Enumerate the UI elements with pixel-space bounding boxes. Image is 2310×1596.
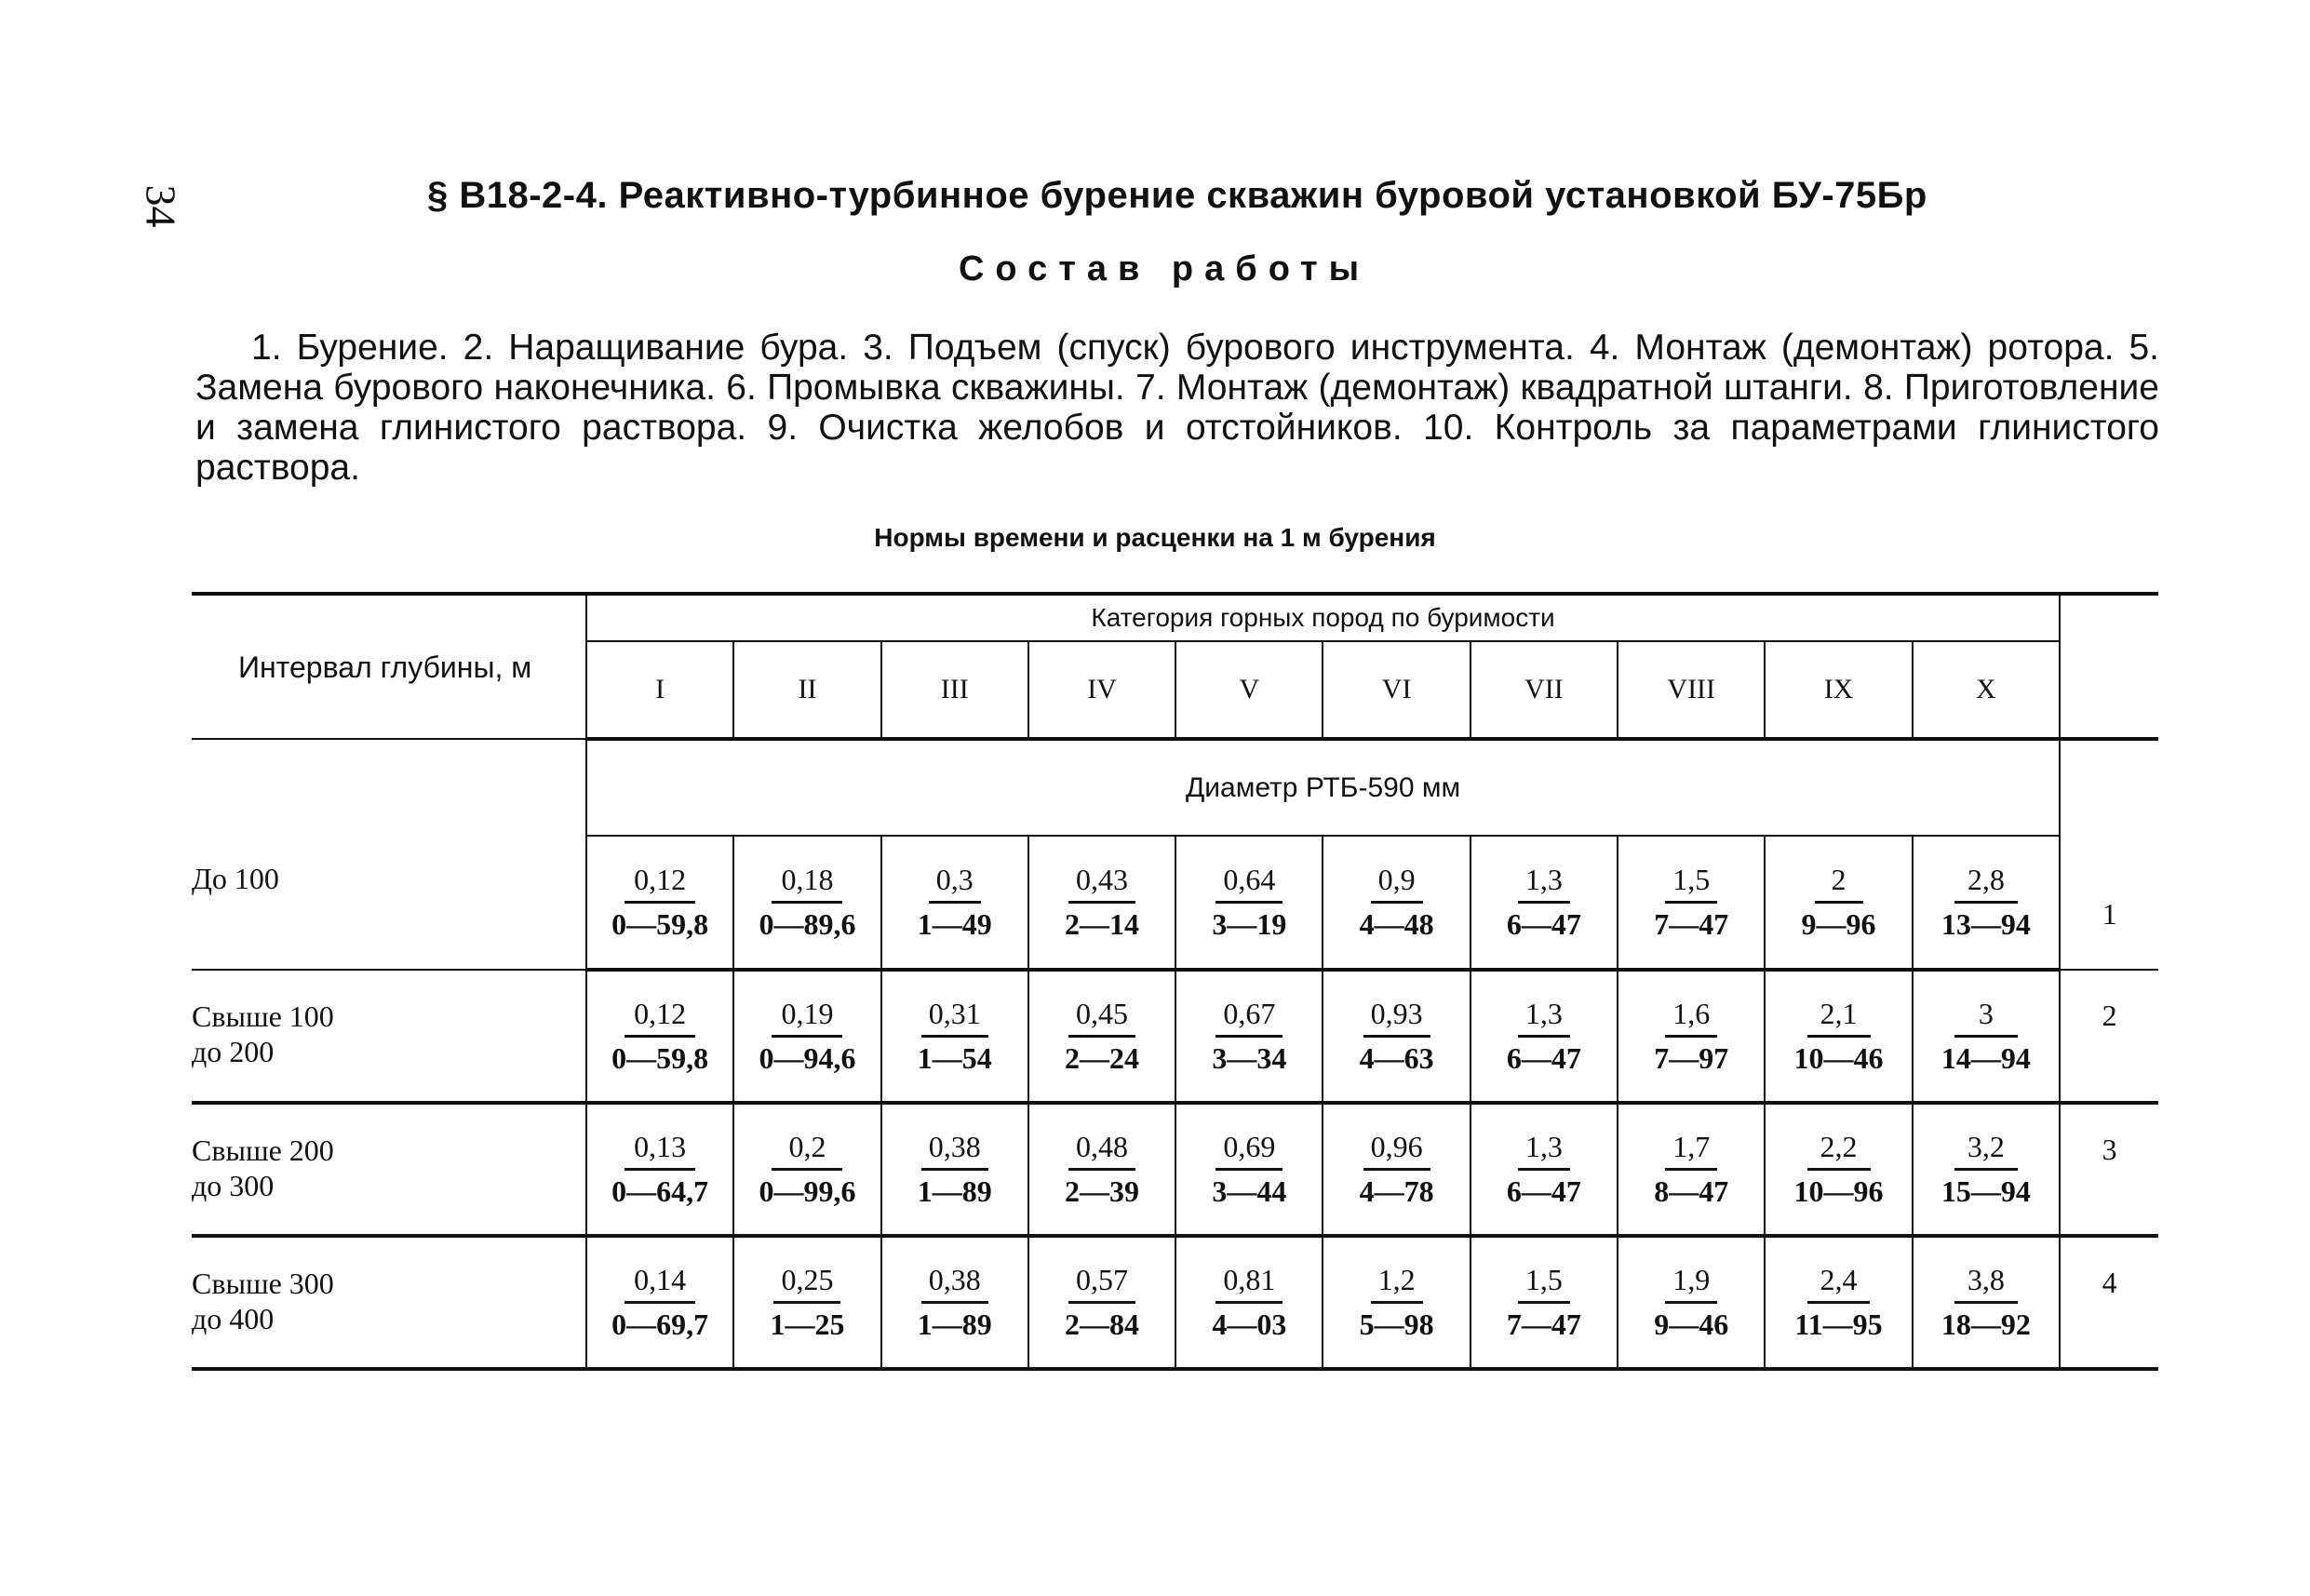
rate-cell <box>1618 1236 1765 1369</box>
depth-line: Свыше 200 <box>192 1133 334 1167</box>
time-norm: 2,8 <box>1954 863 2018 904</box>
row-index: 2 <box>2060 970 2158 1103</box>
rate-cell <box>1323 1236 1470 1369</box>
price-rate: 6—47 <box>1506 1174 1581 1208</box>
table-row <box>192 1103 2158 1236</box>
rate-cell <box>733 970 880 1103</box>
time-norm: 0,96 <box>1363 1130 1430 1171</box>
rate-cell <box>733 836 880 970</box>
time-norm: 0,12 <box>625 997 695 1038</box>
fraction <box>1652 1130 1730 1209</box>
price-rate: 4—63 <box>1359 1041 1434 1075</box>
fraction <box>1505 863 1583 942</box>
fraction <box>611 1130 708 1209</box>
time-norm: 1,7 <box>1665 1130 1717 1171</box>
category-6: VI <box>1323 641 1470 739</box>
rate-cell <box>1028 1103 1175 1236</box>
fraction <box>611 863 708 942</box>
fraction <box>759 863 855 942</box>
rate-cell <box>586 1103 733 1236</box>
price-rate: 2—14 <box>1065 907 1140 941</box>
price-rate: 18—92 <box>1941 1308 2031 1341</box>
price-rate: 9—96 <box>1801 907 1876 941</box>
time-norm: 0,67 <box>1215 997 1283 1038</box>
category-10: X <box>1913 641 2060 739</box>
price-rate: 7—97 <box>1654 1041 1729 1075</box>
time-norm: 0,45 <box>1068 997 1135 1038</box>
depth-line: до 400 <box>192 1302 275 1335</box>
price-rate: 1—54 <box>917 1041 992 1075</box>
rate-cell <box>1913 1236 2060 1369</box>
fraction <box>916 863 994 942</box>
table-caption: Нормы времени и расценки на 1 м бурения <box>874 523 1436 552</box>
rate-cell <box>586 836 733 970</box>
depth-line: до 200 <box>192 1035 275 1068</box>
time-norm: 0,25 <box>773 1263 840 1304</box>
category-1: I <box>586 641 733 739</box>
fraction <box>1505 1263 1583 1342</box>
time-norm: 0,48 <box>1068 1130 1135 1171</box>
fraction <box>1350 997 1444 1076</box>
rate-cell <box>1618 970 1765 1103</box>
price-rate: 1—89 <box>917 1308 992 1341</box>
norms-table <box>192 592 2158 1371</box>
depth-cell <box>192 1103 586 1236</box>
time-norm: 0,38 <box>921 1130 988 1171</box>
price-rate: 0—89,6 <box>759 907 856 941</box>
table-row <box>192 970 2158 1103</box>
page-number: 34 <box>137 184 185 228</box>
fraction <box>1055 863 1148 942</box>
rate-cell <box>1765 836 1912 970</box>
fraction <box>1358 863 1436 942</box>
time-norm: 0,43 <box>1068 863 1135 904</box>
time-norm: 1,3 <box>1518 863 1570 904</box>
price-rate: 2—39 <box>1065 1174 1140 1208</box>
fraction <box>1941 1130 2031 1209</box>
fraction <box>759 1130 855 1209</box>
time-norm: 0,69 <box>1215 1130 1283 1171</box>
rate-cell <box>1913 970 2060 1103</box>
time-norm: 0,57 <box>1068 1263 1135 1304</box>
fraction <box>759 997 855 1076</box>
time-norm: 1,3 <box>1518 997 1570 1038</box>
rate-cell <box>1323 836 1470 970</box>
time-norm: 0,3 <box>929 863 981 904</box>
category-3: III <box>881 641 1028 739</box>
fraction <box>908 997 1001 1076</box>
category-9: IX <box>1765 641 1912 739</box>
rate-cell <box>1471 1236 1618 1369</box>
time-norm: 2,4 <box>1807 1263 1869 1304</box>
time-norm: 0,2 <box>772 1130 842 1171</box>
category-8: VIII <box>1618 641 1765 739</box>
fraction <box>1358 1263 1436 1342</box>
category-2: II <box>733 641 880 739</box>
table-row <box>192 1236 2158 1369</box>
fraction <box>1505 997 1583 1076</box>
price-rate: 3—44 <box>1212 1174 1287 1208</box>
fraction <box>908 1130 1001 1209</box>
fraction <box>760 1263 853 1342</box>
rate-cell <box>1028 836 1175 970</box>
price-rate: 0—69,7 <box>611 1308 709 1341</box>
time-norm: 3 <box>1954 997 2018 1038</box>
row-index: 3 <box>2060 1103 2158 1236</box>
fraction <box>1652 997 1730 1076</box>
depth-cell <box>192 970 586 1103</box>
fraction <box>1202 997 1296 1076</box>
time-norm: 1,6 <box>1665 997 1717 1038</box>
price-rate: 15—94 <box>1941 1174 2031 1208</box>
fraction <box>1350 1130 1444 1209</box>
time-norm: 0,13 <box>625 1130 695 1171</box>
fraction <box>1802 863 1876 942</box>
time-norm: 0,9 <box>1371 863 1423 904</box>
fraction <box>1055 997 1148 1076</box>
price-rate: 10—96 <box>1793 1174 1884 1208</box>
depth-line: Свыше 100 <box>192 999 334 1033</box>
fraction <box>1202 863 1296 942</box>
price-rate: 3—34 <box>1212 1041 1287 1075</box>
rate-cell <box>1175 1236 1323 1369</box>
time-norm: 1,9 <box>1665 1263 1717 1304</box>
rate-cell <box>881 1236 1028 1369</box>
time-norm: 1,3 <box>1518 1130 1570 1171</box>
fraction <box>1941 997 2031 1076</box>
price-rate: 8—47 <box>1654 1174 1729 1208</box>
category-5: V <box>1175 641 1323 739</box>
time-norm: 0,38 <box>921 1263 988 1304</box>
rate-cell <box>586 970 733 1103</box>
price-rate: 0—94,6 <box>759 1041 856 1075</box>
price-rate: 9—46 <box>1654 1308 1729 1341</box>
index-header <box>2060 594 2158 739</box>
price-rate: 14—94 <box>1941 1041 2031 1075</box>
time-norm: 3,2 <box>1954 1130 2018 1171</box>
rate-cell <box>1765 970 1912 1103</box>
rate-cell <box>1028 1236 1175 1369</box>
rate-cell <box>586 1236 733 1369</box>
rate-cell <box>1765 1236 1912 1369</box>
work-description: 1. Бурение. 2. Наращивание бура. 3. Подъем (спуск) бурового инструмента. 4. Монтаж (демонтаж) ротора. 5. Замена бурового наконечника. 6. Промывка скважины. 7. Монтаж (демонтаж) квадратной штанги. 8. Приготовление и замена глинистого раствора. 9. Очистка желобов и отстойников. 10. Контроль за параметрами глинистого раствора. <box>195 328 2159 488</box>
rate-cell <box>1323 970 1470 1103</box>
time-norm: 2,1 <box>1807 997 1871 1038</box>
rate-cell <box>1323 1103 1470 1236</box>
fraction <box>611 1263 708 1342</box>
fraction <box>1794 997 1884 1076</box>
rate-cell <box>881 836 1028 970</box>
fraction <box>1794 1263 1882 1342</box>
rate-cell <box>1765 1103 1912 1236</box>
price-rate: 5—98 <box>1359 1308 1434 1341</box>
time-norm: 1,2 <box>1371 1263 1423 1304</box>
price-rate: 7—47 <box>1654 907 1729 941</box>
price-rate: 1—25 <box>770 1308 845 1341</box>
fraction <box>1652 1263 1730 1342</box>
time-norm: 0,81 <box>1215 1263 1283 1304</box>
fraction <box>1055 1130 1148 1209</box>
price-rate: 0—59,8 <box>611 1041 709 1075</box>
depth-line: Свыше 300 <box>192 1267 334 1300</box>
category-header: Категория горных пород по буримости <box>586 594 2060 641</box>
time-norm: 1,5 <box>1665 863 1717 904</box>
depth-line: до 300 <box>192 1169 275 1202</box>
price-rate: 2—24 <box>1065 1041 1140 1075</box>
price-rate: 2—84 <box>1065 1308 1140 1341</box>
price-rate: 13—94 <box>1941 907 2031 941</box>
price-rate: 6—47 <box>1506 1041 1581 1075</box>
row-index: 4 <box>2060 1236 2158 1369</box>
fraction <box>1505 1130 1583 1209</box>
price-rate: 4—78 <box>1359 1174 1434 1208</box>
time-norm: 0,64 <box>1215 863 1283 904</box>
row-index: 1 <box>2060 739 2158 970</box>
rate-cell <box>1175 1103 1323 1236</box>
price-rate: 0—59,8 <box>611 907 709 941</box>
price-rate: 4—48 <box>1359 907 1434 941</box>
section-title: § В18-2-4. Реактивно-турбинное бурение скважин буровой установкой БУ-75Бр <box>427 175 1927 216</box>
price-rate: 0—64,7 <box>611 1174 709 1208</box>
rate-cell <box>1471 1103 1618 1236</box>
rate-cell <box>1471 970 1618 1103</box>
fraction <box>611 997 708 1076</box>
depth-line: До 100 <box>192 862 279 895</box>
time-norm: 0,93 <box>1363 997 1430 1038</box>
price-rate: 0—99,6 <box>759 1174 856 1208</box>
time-norm: 0,31 <box>921 997 988 1038</box>
price-rate: 4—03 <box>1212 1308 1287 1341</box>
price-rate: 7—47 <box>1506 1308 1581 1341</box>
price-rate: 1—49 <box>917 907 992 941</box>
rate-cell <box>733 1103 880 1236</box>
rate-cell <box>1618 836 1765 970</box>
time-norm: 0,19 <box>772 997 842 1038</box>
rate-cell <box>1913 1103 2060 1236</box>
time-norm: 0,18 <box>772 863 842 904</box>
fraction <box>1652 863 1730 942</box>
time-norm: 3,8 <box>1954 1263 2018 1304</box>
section-subtitle: Состав работы <box>958 249 1371 288</box>
rate-cell <box>733 1236 880 1369</box>
time-norm: 2 <box>1815 863 1863 904</box>
fraction <box>1202 1263 1296 1342</box>
rate-cell <box>1175 836 1323 970</box>
price-rate: 10—46 <box>1793 1041 1884 1075</box>
depth-cell <box>192 1236 586 1369</box>
rate-cell <box>881 1103 1028 1236</box>
price-rate: 6—47 <box>1506 907 1581 941</box>
diameter-label: Диаметр РТБ-590 мм <box>586 739 2060 836</box>
rate-cell <box>1175 970 1323 1103</box>
fraction <box>1941 863 2031 942</box>
rate-cell <box>1618 1103 1765 1236</box>
price-rate: 3—19 <box>1212 907 1287 941</box>
fraction <box>908 1263 1001 1342</box>
category-4: IV <box>1028 641 1175 739</box>
price-rate: 1—89 <box>917 1174 992 1208</box>
fraction <box>1941 1263 2031 1342</box>
rate-cell <box>1471 836 1618 970</box>
price-rate: 11—95 <box>1794 1308 1883 1341</box>
rate-cell <box>881 970 1028 1103</box>
fraction <box>1794 1130 1884 1209</box>
depth-header: Интервал глубины, м <box>192 594 586 739</box>
rate-cell <box>1028 970 1175 1103</box>
time-norm: 1,5 <box>1518 1263 1570 1304</box>
time-norm: 0,14 <box>625 1263 695 1304</box>
fraction <box>1055 1263 1148 1342</box>
depth-cell <box>192 739 586 970</box>
category-7: VII <box>1471 641 1618 739</box>
fraction <box>1202 1130 1296 1209</box>
time-norm: 0,12 <box>625 863 695 904</box>
time-norm: 2,2 <box>1807 1130 1871 1171</box>
rate-cell <box>1913 836 2060 970</box>
